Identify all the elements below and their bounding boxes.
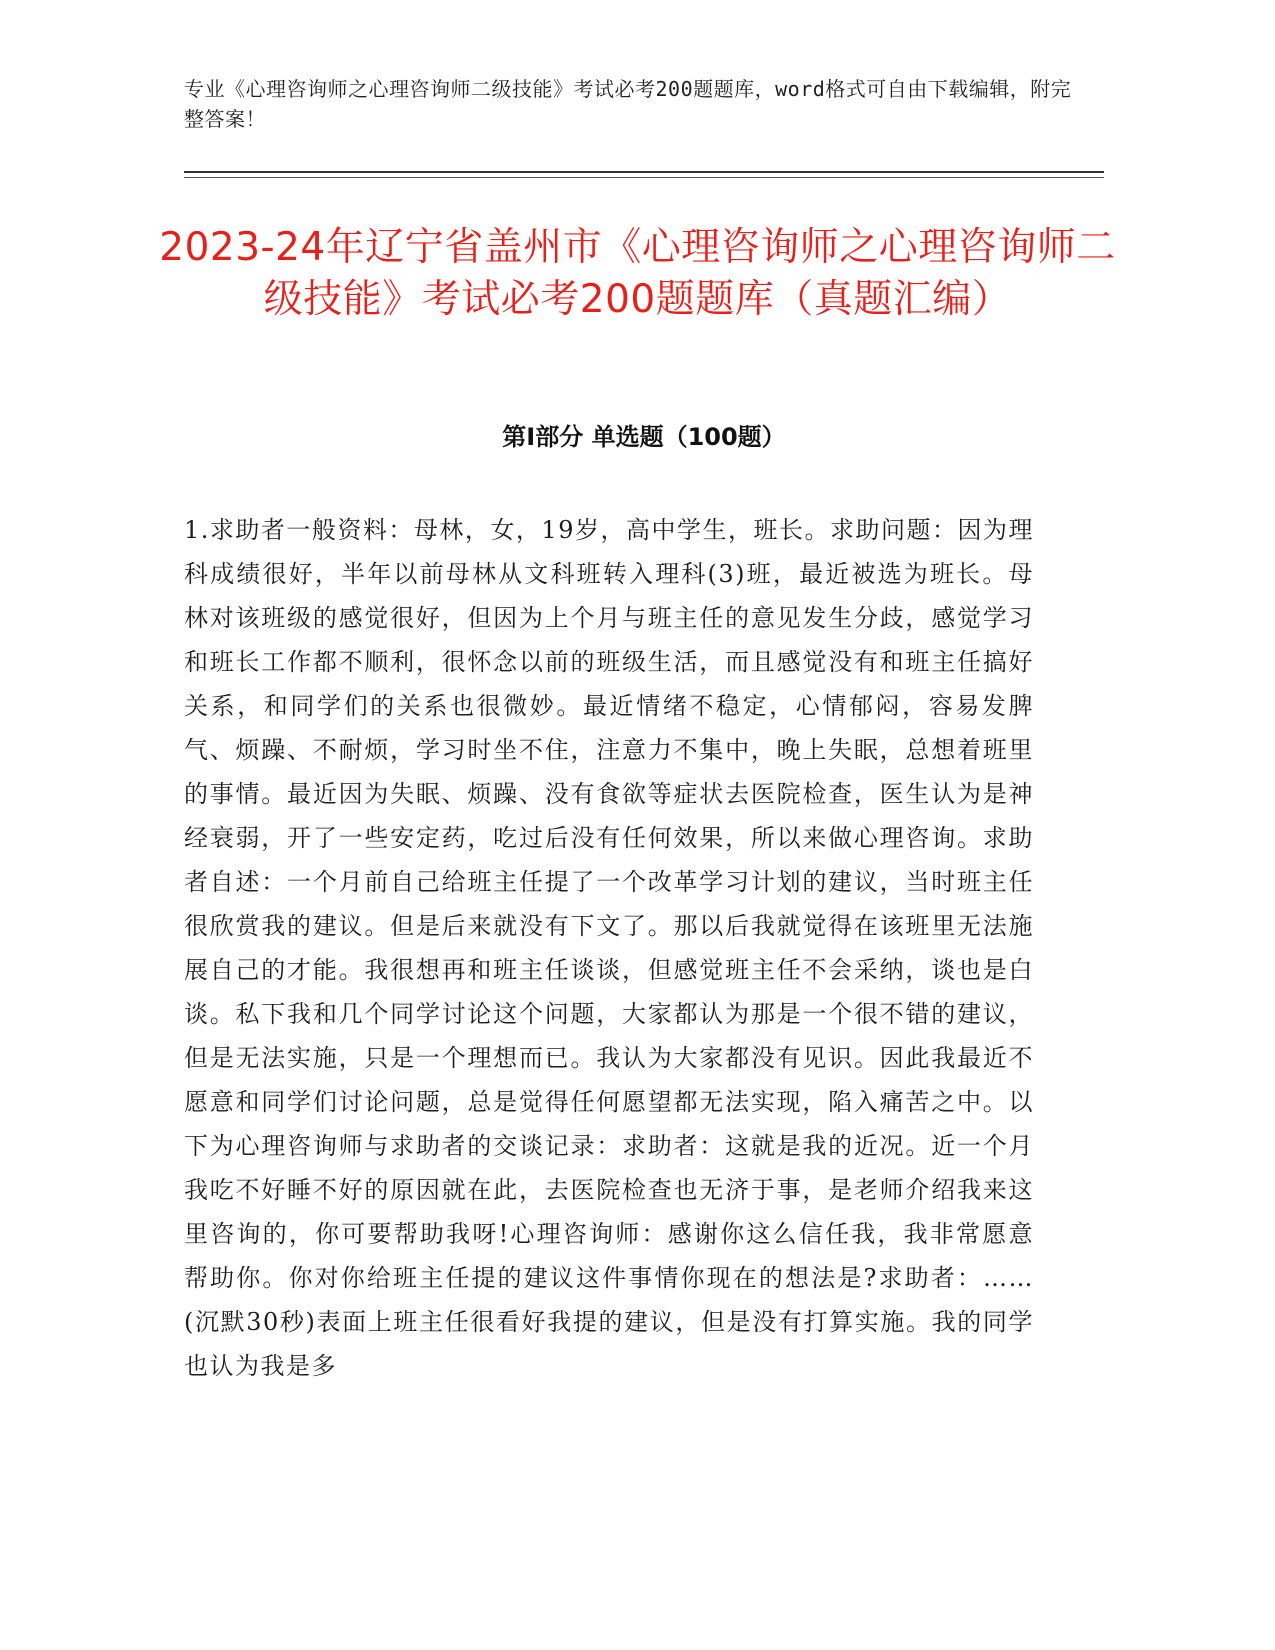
header-note: 专业《心理咨询师之心理咨询师二级技能》考试必考200题题库，word格式可自由下载编辑，附完整答案！	[184, 77, 1072, 131]
document-title: 2023-24年辽宁省盖州市《心理咨询师之心理咨询师二级技能》考试必考200题题库（真题汇编）	[159, 225, 1116, 322]
section-heading: 第Ⅰ部分 单选题（100题）	[502, 423, 786, 451]
question-1-text: 1.求助者一般资料：母林，女，19岁，高中学生，班长。求助问题：因为理科成绩很好，半年以前母林从文科班转入理科(3)班，最近被选为班长。母林对该班级的感觉很好，但因为上个月与班主任的意见发生分歧，感觉学习和班长工作都不顺利，很怀念以前的班级生活，而且感觉没有和班主任搞好关系，和同学们的关系也很微妙。最近情绪不稳定，心情郁闷，容易发脾气、烦躁、不耐烦，学习时坐不住，注意力不集中，晚上失眠，总想着班里的事情。最近因为失眠、烦躁、没有食欲等症状去医院检查，医生认为是神经衰弱，开了一些安定药，吃过后没有任何效果，所以来做心理咨询。求助者自述：一个月前自己给班主任提了一个改革学习计划的建议，当时班主任很欣赏我的建议。但是后来就没有下文了。那以后我就觉得在该班里无法施展自己的才能。我很想再和班主任谈谈，但感觉班主任不会采纳，谈也是白谈。私下我和几个同学讨论这个问题，大家都认为那是一个很不错的建议，但是无法实施，只是一个理想而已。我认为大家都没有见识。因此我最近不愿意和同学们讨论问题，总是觉得任何愿望都无法实现，陷入痛苦之中。以下为心理咨询师与求助者的交谈记录：求助者：这就是我的近况。近一个月我吃不好睡不好的原因就在此，去医院检查也无济于事，是老师介绍我来这里咨询的，你可要帮助我呀!心理咨询师：感谢你这么信任我，我非常愿意帮助你。你对你给班主任提的建议这件事情你现在的想法是?求助者：……(沉默30秒)表面上班主任很看好我提的建议，但是没有打算实施。我的同学也认为我是多	[184, 516, 1034, 1380]
header-divider-thin	[184, 177, 1104, 178]
header-divider-thick	[184, 171, 1104, 173]
